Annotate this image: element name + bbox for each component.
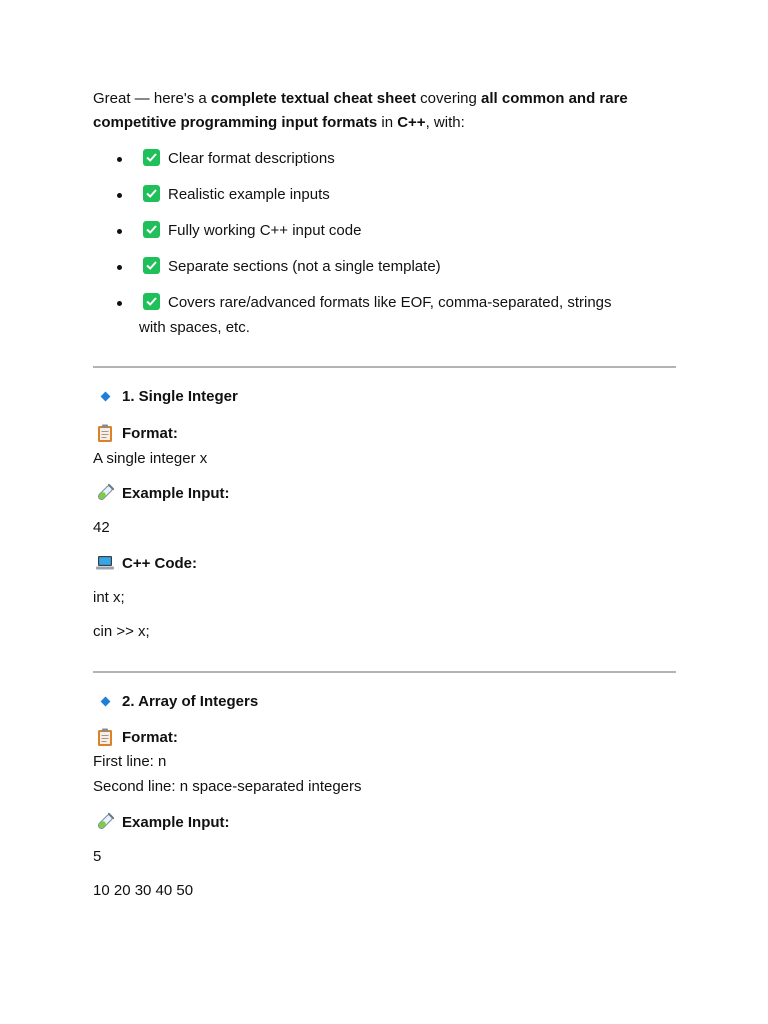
laptop-icon [95, 553, 115, 573]
clipboard-icon [95, 727, 115, 747]
section-title: 2. Array of Integers [122, 693, 259, 710]
intro-text: , with: [425, 114, 465, 131]
list-item-text: Separate sections (not a single template) [168, 258, 441, 275]
list-item-text: Realistic example inputs [168, 186, 330, 203]
bullet-dot [117, 193, 122, 198]
check-mark-icon [143, 221, 160, 238]
intro-line-1 [93, 89, 628, 109]
list-item-text-continued: with spaces, etc. [139, 319, 250, 336]
list-item-text: Clear format descriptions [168, 150, 335, 167]
intro-text: Great — here's a [93, 90, 211, 107]
bullet-dot [117, 229, 122, 234]
horizontal-rule [93, 671, 676, 673]
small-blue-diamond-icon [101, 392, 111, 402]
example-input-text: 5 [93, 848, 102, 865]
example-input-text: 42 [93, 519, 110, 536]
cpp-code-label: C++ Code: [122, 555, 198, 572]
test-tube-icon [95, 483, 115, 503]
bullet-dot [117, 301, 122, 306]
section-title: 1. Single Integer [122, 388, 238, 405]
list-item-text: Fully working C++ input code [168, 222, 362, 239]
bullet-dot [117, 157, 122, 162]
format-text: Second line: n space-separated integers [93, 778, 362, 795]
example-input-label: Example Input: [122, 485, 230, 502]
code-line: int x; [93, 589, 125, 606]
small-blue-diamond-icon [101, 697, 111, 707]
test-tube-icon [95, 812, 115, 832]
intro-bold-text: C++ [397, 114, 426, 131]
intro-bold-text: competitive programming input formats [93, 114, 378, 131]
format-label: Format: [122, 729, 178, 746]
example-input-text: 10 20 30 40 50 [93, 882, 194, 899]
format-text: First line: n [93, 753, 167, 770]
intro-bold-text: all common and rare [481, 90, 628, 107]
check-mark-icon [143, 149, 160, 166]
horizontal-rule [93, 366, 676, 368]
check-mark-icon [143, 293, 160, 310]
code-line: cin >> x; [93, 623, 150, 640]
bullet-dot [117, 265, 122, 270]
intro-bold-text: complete textual cheat sheet [210, 90, 416, 107]
intro-line-2 [93, 113, 465, 133]
format-text: A single integer x [93, 450, 208, 467]
example-input-label: Example Input: [122, 814, 230, 831]
clipboard-icon [95, 423, 115, 443]
intro-text: in [377, 114, 398, 131]
format-label: Format: [122, 425, 178, 442]
list-item-text: Covers rare/advanced formats like EOF, comma-separated, strings [168, 294, 612, 311]
check-mark-icon [143, 185, 160, 202]
intro-text: covering [416, 90, 482, 107]
check-mark-icon [143, 257, 160, 274]
